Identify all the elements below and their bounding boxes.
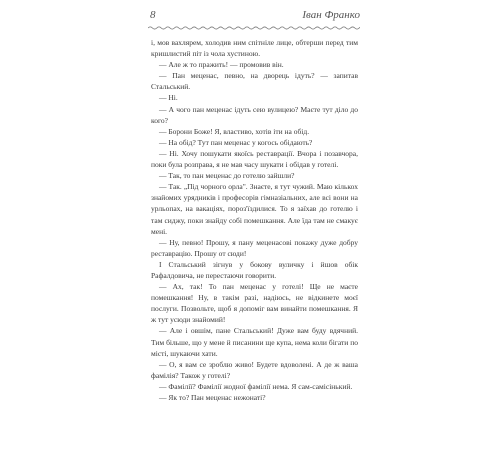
- paragraph: — Так. „Під чорного орла". Знаєте, я тут чужий. Маю кількох знайомих урядників і професорів гімназіальних, але всі вони на урльопах, на вакаціях, пороз'їздилися. То я заїхав до готелю і там сиджу, поки знайду собі помешкання. Але їда там не смакує мені.: [151, 182, 358, 236]
- paragraph: — Пан меценас, певно, на дворець ідуть? — запитав Стальський.: [151, 71, 358, 92]
- body-text: [151, 37, 358, 403]
- paragraph: — Але ж то пражить! — промовив він.: [159, 60, 284, 70]
- page-number: 8: [150, 9, 156, 21]
- paragraph: — Як то? Пан меценас нежонаті?: [159, 393, 266, 402]
- paragraph: — О, я вам се зроблю живо! Будете вдоволені. А де ж ваша фамілія? Також у готелі?: [151, 359, 358, 380]
- paragraph: — Так, то пан меценас до готелю зайшли?: [159, 171, 295, 181]
- paragraph: — Ні.: [159, 93, 178, 103]
- running-title: Іван Франко: [302, 9, 360, 21]
- paragraph: — Ах, так! То пан меценас у готелі! Ще не маєте помешкання! Ну, в такім разі, надіюсь, не відкинете моєї послуги. Позвольте, щоб я допоміг вам винайти помешкання. Я ж тут усюди знайомий!: [151, 282, 358, 325]
- paragraph: і, мов вахлярем, холодив ним спітніле лице, обтерши перед тим кришлистий піт із чола хустиною.: [151, 38, 358, 59]
- paragraph: — Але і овшім, пане Стальський! Дуже вам буду вдячний. Тим більше, що у мене й писанини ще купа, нема коли бігати по місті, шукаючи хати.: [151, 326, 358, 358]
- paragraph: — На обід? Тут пан меценас у когось обідають?: [159, 137, 313, 147]
- paragraph: — Ні. Хочу пошукати якоїсь реставрації. Вчора і позавчора, поки була розправа, я не мав часу шукати і обідав у готелі.: [151, 148, 358, 170]
- paragraph: — Фамілії? Фамілії жодної фамілії нема. Я сам-самісінький.: [159, 381, 353, 391]
- page-header: [150, 9, 360, 25]
- paragraph: — А чого пан меценас ідуть сею вулицею? Маєте тут діло до кого?: [151, 104, 358, 125]
- paragraph: — Ну, певно! Прошу, я пану меценасові покажу дуже добру реставрацію. Прошу от сюди!: [151, 237, 358, 258]
- paragraph: — Борони Боже! Я, властиво, хотів іти на обід.: [159, 126, 310, 136]
- decorative-wave-divider: [148, 24, 360, 32]
- paragraph: І Стальський зігнув у бокову вуличку і йшов обік Рафалдовича, не перестаючи говорити.: [151, 259, 358, 280]
